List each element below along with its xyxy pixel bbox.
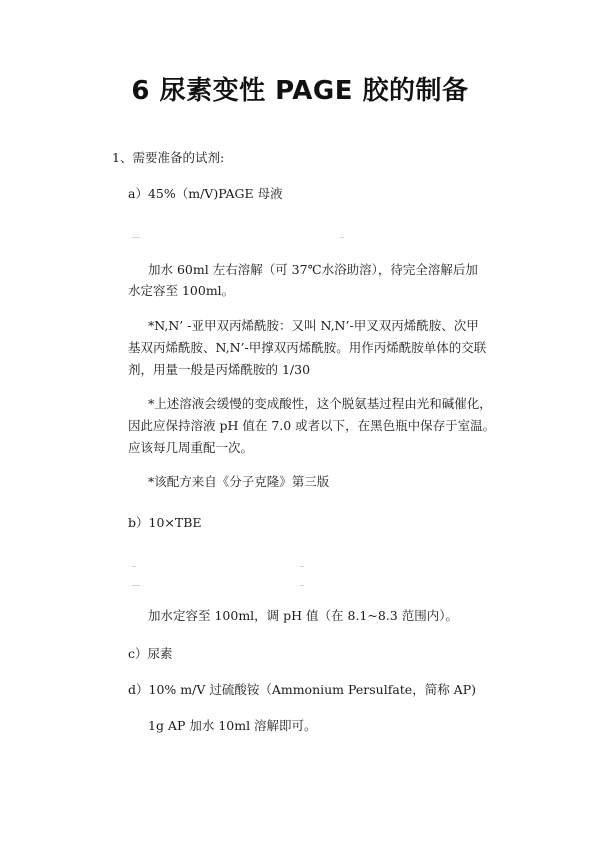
list-item-c: c）尿素 <box>128 646 173 661</box>
table-border-fragment <box>300 585 304 586</box>
table-border-fragment <box>340 237 344 238</box>
b-instruction: 加水定容至 100ml，调 pH 值（在 8.1~8.3 范围内）。 <box>148 608 458 623</box>
section-heading-reagents: 1、需要准备的试剂: <box>112 150 225 165</box>
list-item-a: a）45%（m/V)PAGE 母液 <box>128 186 283 201</box>
a-instruction-line-1: 加水 60ml 左右溶解（可 37℃水浴助溶），待完全溶解后加 <box>148 262 478 277</box>
note-acidity-line-1: *上述溶液会缓慢的变成酸性，这个脱氨基过程由光和碱催化， <box>148 396 492 411</box>
table-border-fragment <box>132 585 140 586</box>
a-instruction-line-2: 水定容至 100ml。 <box>128 283 235 298</box>
note-bisacrylamide-line-1: *N,N’ -亚甲双丙烯酰胺：又叫 N,N’-甲叉双丙烯酰胺、次甲 <box>148 318 479 333</box>
note-acidity-line-3: 应该每几周重配一次。 <box>128 440 254 455</box>
note-bisacrylamide-line-2: 基双丙烯酰胺、N,N’-甲撑双丙烯酰胺。用作丙烯酰胺单体的交联 <box>128 340 487 355</box>
table-border-fragment <box>300 566 304 567</box>
table-border-fragment <box>132 566 136 567</box>
d-instruction: 1g AP 加水 10ml 溶解即可。 <box>148 718 317 733</box>
table-border-fragment <box>132 237 140 238</box>
note-acidity-line-2: 因此应保持溶液 pH 值在 7.0 或者以下，在黑色瓶中保存于室温。 <box>128 418 496 433</box>
list-item-b: b）10×TBE <box>128 515 202 530</box>
list-item-d: d）10% m/V 过硫酸铵（Ammonium Persulfate，简称 AP) <box>128 682 476 697</box>
note-bisacrylamide-line-3: 剂，用量一般是丙烯酰胺的 1/30 <box>128 362 311 377</box>
note-source: *该配方来自《分子克隆》第三版 <box>148 474 330 489</box>
page-title: 6 尿素变性 PAGE 胶的制备 <box>131 76 469 106</box>
